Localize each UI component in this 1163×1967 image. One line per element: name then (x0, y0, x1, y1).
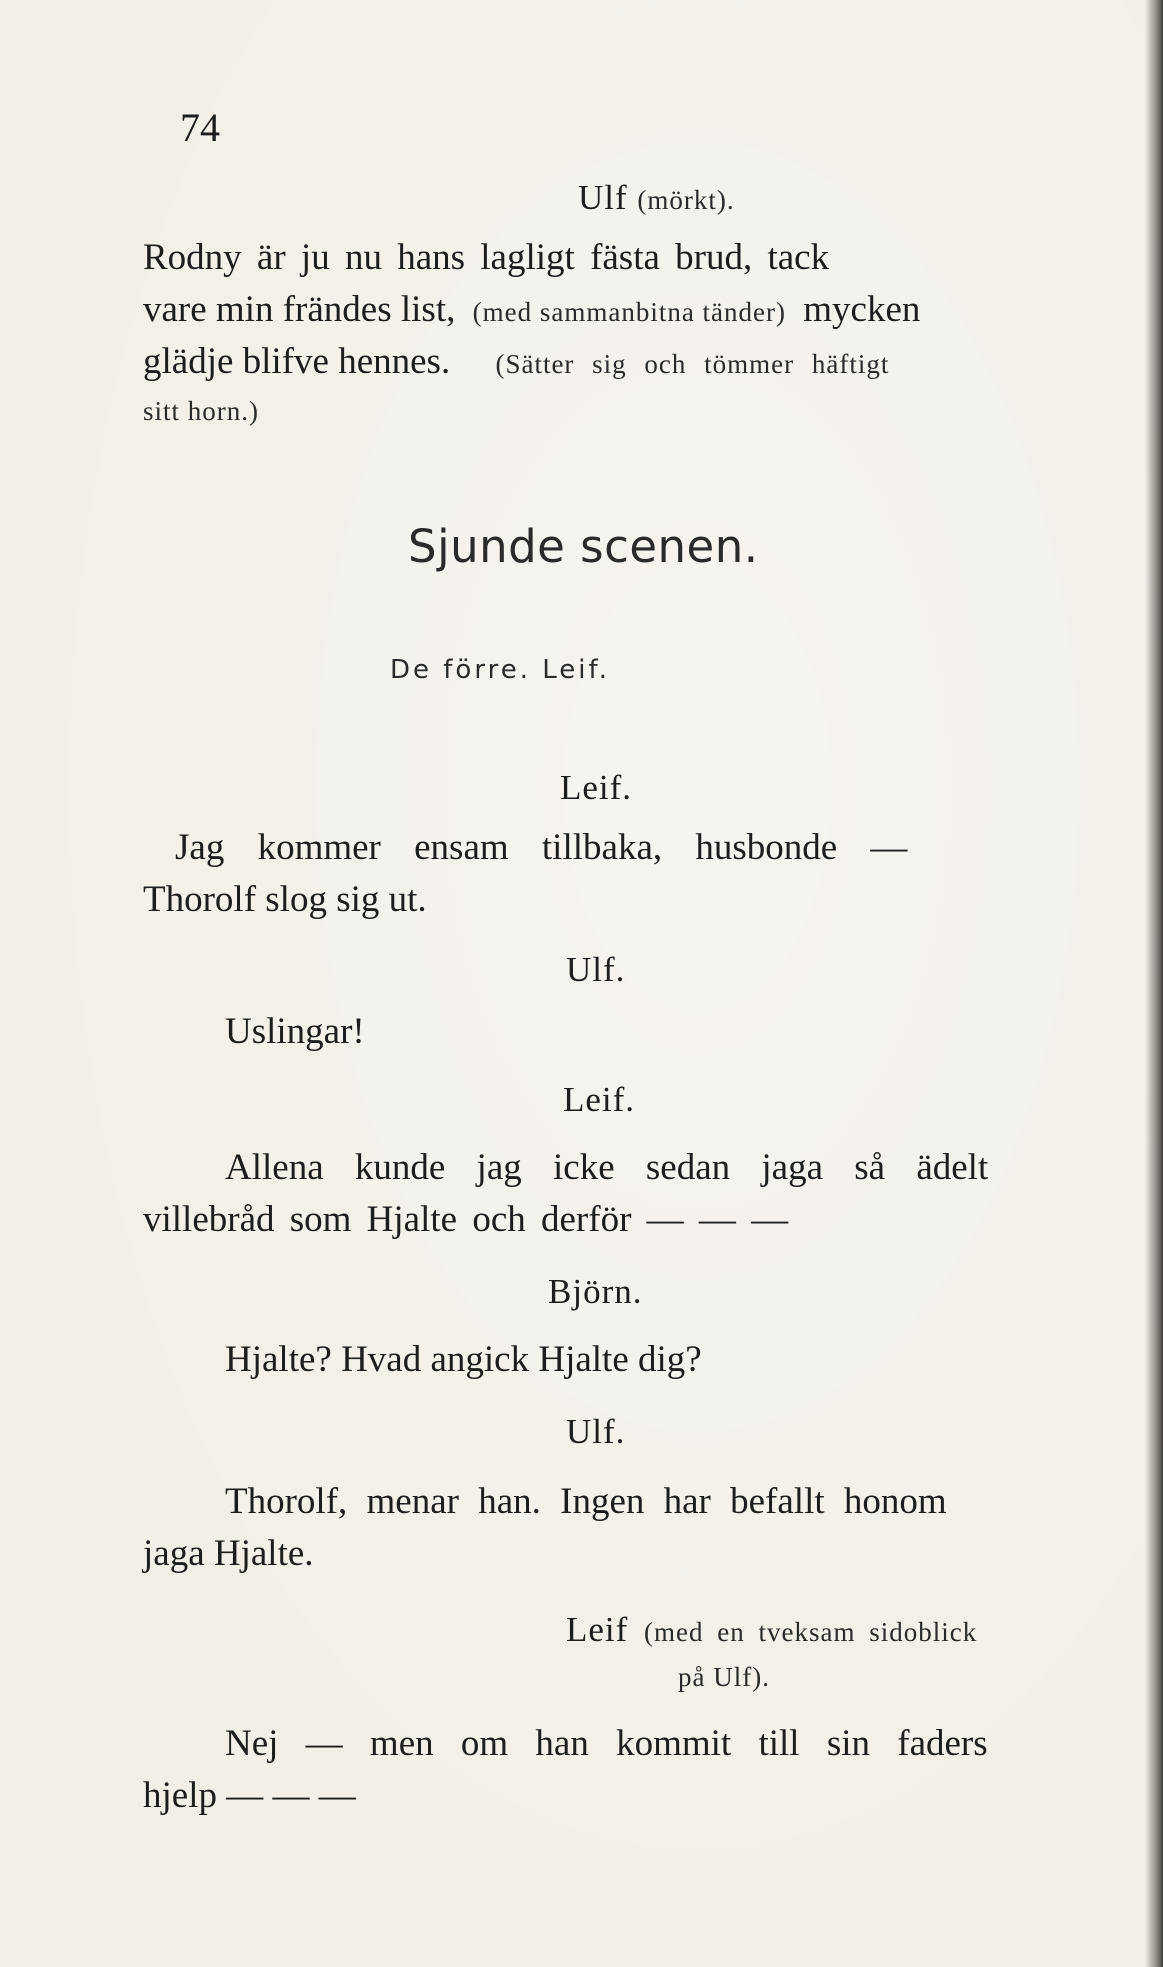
speaker-name: Ulf (578, 178, 628, 217)
cast-list: De förre. Leif. (390, 655, 610, 685)
speaker-leif (566, 1610, 977, 1650)
dialogue-line: hjelp — — — (143, 1775, 356, 1816)
dialogue-line (143, 288, 1039, 331)
stage-direction-line: på Ulf). (678, 1662, 770, 1692)
dialogue-line (143, 1198, 788, 1241)
dialogue-line: Thorolf slog sig ut. (143, 879, 427, 920)
dialogue-line (225, 1722, 988, 1765)
dialogue-line: Hjalte? Hvad angick Hjalte dig? (225, 1339, 702, 1380)
stage-direction: (Sätter sig och tömmer häftigt (495, 349, 890, 379)
speaker-ulf: Ulf. (566, 950, 626, 989)
page-edge-shadow (1145, 0, 1163, 1967)
dialogue-text: Allena kunde jag icke sedan jaga så ädelt (225, 1147, 989, 1188)
page-number: 74 (180, 105, 220, 150)
speaker-bjorn: Björn. (548, 1272, 643, 1311)
dialogue-text: glädje blifve hennes. (143, 341, 451, 382)
speaker-name: Leif (566, 1610, 629, 1649)
dialogue-text: mycken (803, 289, 921, 330)
dialogue-text: Nej — men om han kommit till sin faders (225, 1723, 988, 1764)
speaker-ulf (578, 178, 735, 218)
dialogue-text: villebråd som Hjalte och derför — — — (143, 1199, 789, 1240)
dialogue-text: Thorolf, menar han. Ingen har befallt honom (225, 1481, 947, 1522)
speaker-leif: Leif. (560, 768, 633, 807)
dialogue-text: vare min frändes list, (143, 289, 456, 330)
stage-direction: (med sammanbitna tänder) (472, 297, 787, 327)
dialogue-text: Jag kommer ensam tillbaka, husbonde — (175, 827, 908, 868)
stage-direction: (mörkt). (637, 185, 735, 215)
dialogue-text: Rodny är ju nu hans lagligt fästa brud, tack (143, 237, 830, 278)
scene-title: Sjunde scenen. (408, 520, 759, 573)
dialogue-line (143, 340, 889, 383)
speaker-ulf: Ulf. (566, 1412, 626, 1451)
dialogue-line (225, 1146, 988, 1189)
stage-direction-line: sitt horn.) (143, 396, 259, 426)
dialogue-line (225, 1480, 947, 1523)
stage-direction: (med en tveksam sidoblick (644, 1617, 978, 1647)
dialogue-line (175, 826, 1079, 869)
dialogue-line (143, 236, 1039, 279)
speaker-leif: Leif. (563, 1080, 636, 1119)
dialogue-line: Uslingar! (225, 1011, 365, 1052)
dialogue-line: jaga Hjalte. (143, 1533, 314, 1574)
